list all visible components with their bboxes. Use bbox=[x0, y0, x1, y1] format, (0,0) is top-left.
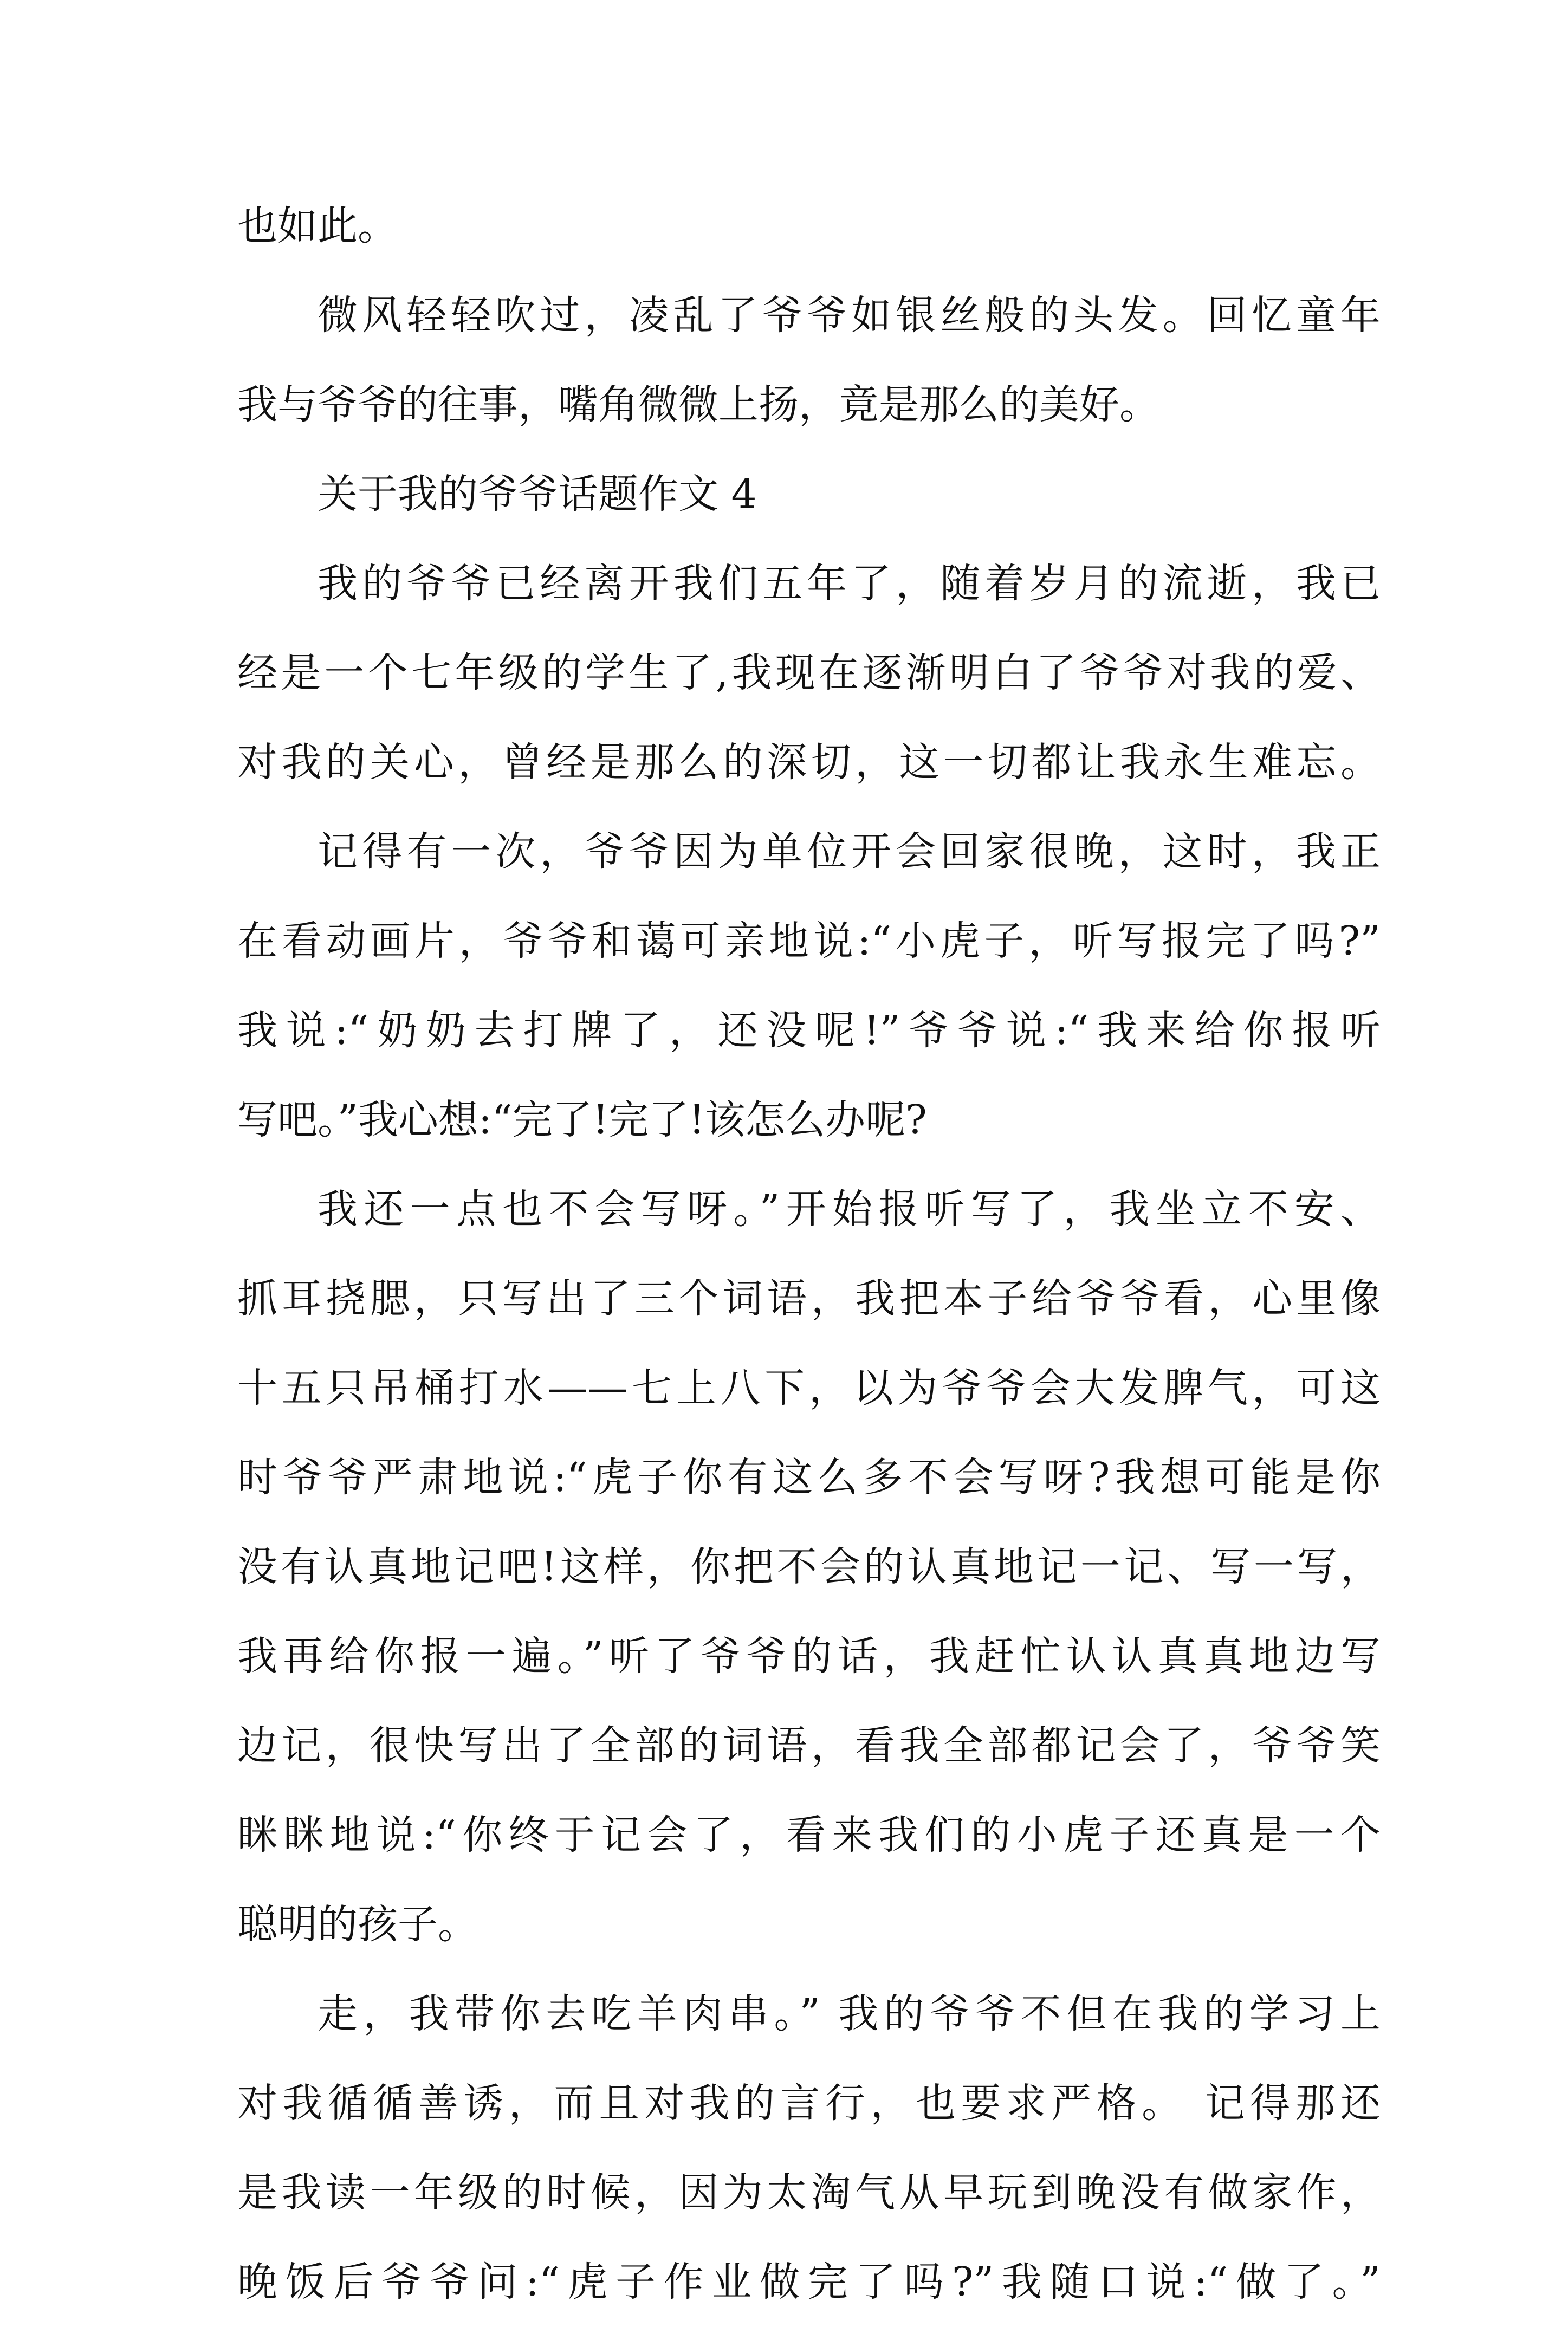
text-line: 微风轻轻吹过，凌乱了爷爷如银丝般的头发。回忆童年 bbox=[318, 292, 1381, 339]
text-line: 十五只吊桶打水——七上八下，以为爷爷会大发脾气，可这 bbox=[237, 1365, 1381, 1411]
text-line: 经是一个七年级的学生了,我现在逐渐明白了爷爷对我的爱、 bbox=[237, 650, 1381, 696]
text-line: 也如此。 bbox=[237, 203, 398, 249]
body-text bbox=[237, 182, 1381, 2327]
text-line: 写吧。”我心想:“完了!完了!该怎么办呢? bbox=[237, 1097, 927, 1143]
text-line: 晚饭后爷爷问:“虎子作业做完了吗?”我随口说:“做了。” bbox=[237, 2259, 1381, 2305]
text-line: 没有认真地记吧!这样，你把不会的认真地记一记、写一写， bbox=[237, 1544, 1381, 1590]
text-line: 聪明的孩子。 bbox=[237, 1901, 478, 1948]
text-line: 边记，很快写出了全部的词语，看我全部都记会了，爷爷笑 bbox=[237, 1722, 1381, 1769]
text-line: 我的爷爷已经离开我们五年了，随着岁月的流逝，我已 bbox=[318, 560, 1381, 607]
text-line: 眯眯地说:“你终于记会了，看来我们的小虎子还真是一个 bbox=[237, 1812, 1381, 1858]
section-heading: 关于我的爷爷话题作文 4 bbox=[318, 471, 757, 517]
text-line: 在看动画片，爷爷和蔼可亲地说:“小虎子，听写报完了吗?” bbox=[237, 918, 1381, 964]
text-line: 我再给你报一遍。”听了爷爷的话，我赶忙认认真真地边写 bbox=[237, 1633, 1381, 1680]
text-line: 抓耳挠腮，只写出了三个词语，我把本子给爷爷看，心里像 bbox=[237, 1275, 1381, 1322]
text-line: 我说:“奶奶去打牌了，还没呢!”爷爷说:“我来给你报听 bbox=[237, 1007, 1381, 1054]
text-line: 对我的关心，曾经是那么的深切，这一切都让我永生难忘。 bbox=[237, 739, 1381, 786]
text-line: 记得有一次，爷爷因为单位开会回家很晚，这时，我正 bbox=[318, 828, 1381, 875]
text-line: 我还一点也不会写呀。”开始报听写了，我坐立不安、 bbox=[318, 1186, 1381, 1233]
text-line: 走，我带你去吃羊肉串。” 我的爷爷不但在我的学习上 bbox=[318, 1991, 1381, 2037]
text-line: 时爷爷严肃地说:“虎子你有这么多不会写呀?我想可能是你 bbox=[237, 1454, 1381, 1501]
text-line: 是我读一年级的时候，因为太淘气从早玩到晚没有做家作， bbox=[237, 2169, 1381, 2216]
text-line: 对我循循善诱，而且对我的言行，也要求严格。 记得那还 bbox=[237, 2080, 1381, 2127]
text-line: 我与爷爷的往事，嘴角微微上扬，竟是那么的美好。 bbox=[237, 381, 1159, 428]
